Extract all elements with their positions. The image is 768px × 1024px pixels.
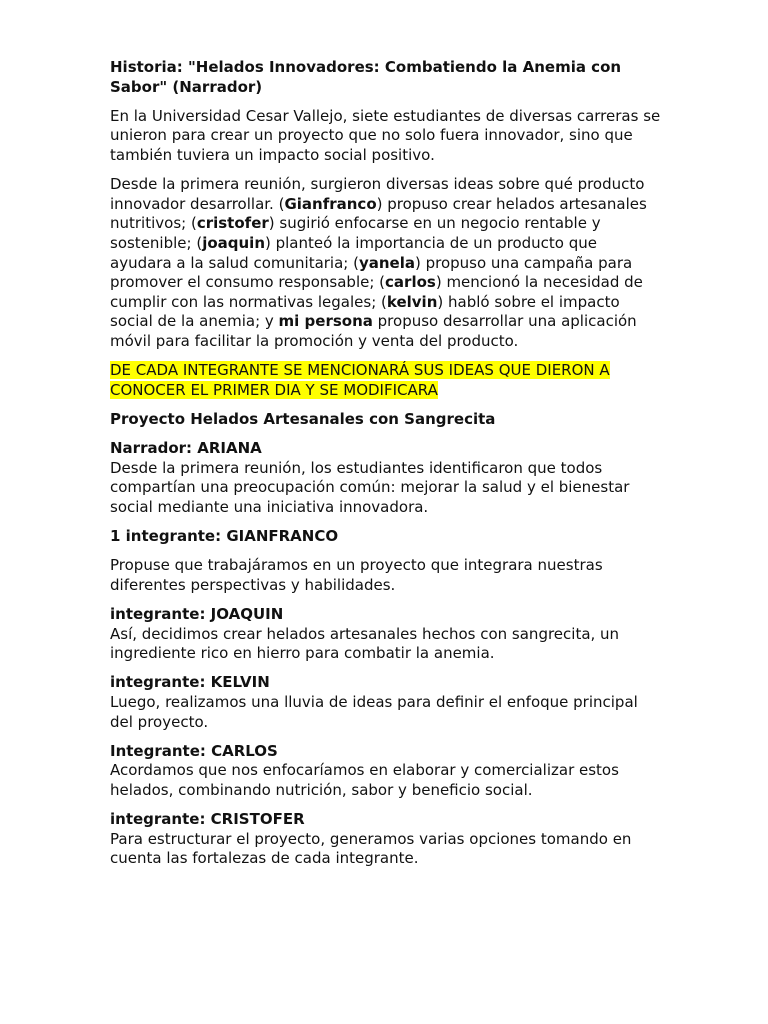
highlight-note-paragraph bbox=[110, 361, 662, 400]
section-text: Acordamos que nos enfocaríamos en elaborar y comercializar estos helados, combinando nutrición, sabor y beneficio social. bbox=[110, 761, 619, 799]
ideas-text: ) propuso una campaña para promover el consumo responsable; ( bbox=[110, 253, 633, 292]
section-carlos bbox=[110, 742, 662, 801]
ideas-text: ) sugirió enfocarse en un negocio rentable y sostenible; ( bbox=[110, 214, 601, 252]
highlighted-note: DE CADA INTEGRANTE SE MENCIONARÁ SUS IDEAS QUE DIERON A CONOCER EL PRIMER DIA Y SE MODIFICARA bbox=[110, 361, 610, 399]
ideas-paragraph bbox=[110, 175, 662, 351]
section-narrador bbox=[110, 439, 662, 517]
ideas-text: ) mencionó la necesidad de cumplir con las normativas legales; ( bbox=[110, 273, 643, 311]
ideas-text: ) propuso crear helados artesanales nutritivos; ( bbox=[110, 194, 647, 233]
section-text: Para estructurar el proyecto, generamos varias opciones tomando en cuenta las fortalezas de cada integrante. bbox=[110, 829, 632, 868]
section-heading: integrante: CRISTOFER bbox=[110, 810, 305, 829]
member-name-mi-persona: mi persona bbox=[278, 312, 373, 331]
ideas-text: ) planteó la importancia de un producto que ayudara a la salud comunitaria; ( bbox=[110, 233, 597, 272]
intro-paragraph: En la Universidad Cesar Vallejo, siete estudiantes de diversas carreras se unieron para crear un proyecto que no solo fuera innovador, sino que también tuviera un impacto social positivo. bbox=[110, 106, 661, 164]
ideas-text: propuso desarrollar una aplicación móvil para facilitar la promoción y venta del producto. bbox=[110, 312, 637, 350]
section-text: Luego, realizamos una lluvia de ideas para definir el enfoque principal del proyecto. bbox=[110, 692, 638, 731]
section-text: Desde la primera reunión, los estudiantes identificaron que todos compartían una preocupación común: mejorar la salud y el bienestar social mediante una iniciativa innovadora. bbox=[110, 458, 630, 516]
document-title: Historia: "Helados Innovadores: Combatiendo la Anemia con Sabor" (Narrador) bbox=[110, 58, 622, 96]
member-name-carlos: carlos bbox=[385, 273, 436, 292]
section-cristofer bbox=[110, 810, 662, 869]
member-name-cristofer: cristofer bbox=[196, 214, 269, 233]
section-kelvin bbox=[110, 673, 662, 732]
member-name-joaquin: joaquin bbox=[202, 233, 265, 252]
ideas-text: Desde la primera reunión, surgieron diversas ideas sobre qué producto innovador desarrollar. ( bbox=[110, 175, 645, 213]
section-heading: integrante: KELVIN bbox=[110, 673, 270, 692]
section-heading: Integrante: CARLOS bbox=[110, 741, 278, 760]
member-name-kelvin: kelvin bbox=[386, 292, 438, 311]
section-text: Así, decidimos crear helados artesanales hechos con sangrecita, un ingrediente rico en hierro para combatir la anemia. bbox=[110, 624, 620, 663]
project-heading: Proyecto Helados Artesanales con Sangrecita bbox=[110, 409, 496, 428]
member-name-gianfranco: Gianfranco bbox=[284, 194, 377, 213]
ideas-text: ) habló sobre el impacto social de la anemia; y bbox=[110, 292, 620, 331]
section-heading-gianfranco: 1 integrante: GIANFRANCO bbox=[110, 527, 339, 546]
member-name-yanela: yanela bbox=[358, 253, 415, 272]
document-page bbox=[110, 58, 662, 879]
section-joaquin bbox=[110, 605, 662, 664]
section-heading: Narrador: ARIANA bbox=[110, 439, 262, 458]
section-text-gianfranco: Propuse que trabajáramos en un proyecto que integrara nuestras diferentes perspectivas y habilidades. bbox=[110, 556, 603, 594]
section-heading: integrante: JOAQUIN bbox=[110, 605, 284, 623]
